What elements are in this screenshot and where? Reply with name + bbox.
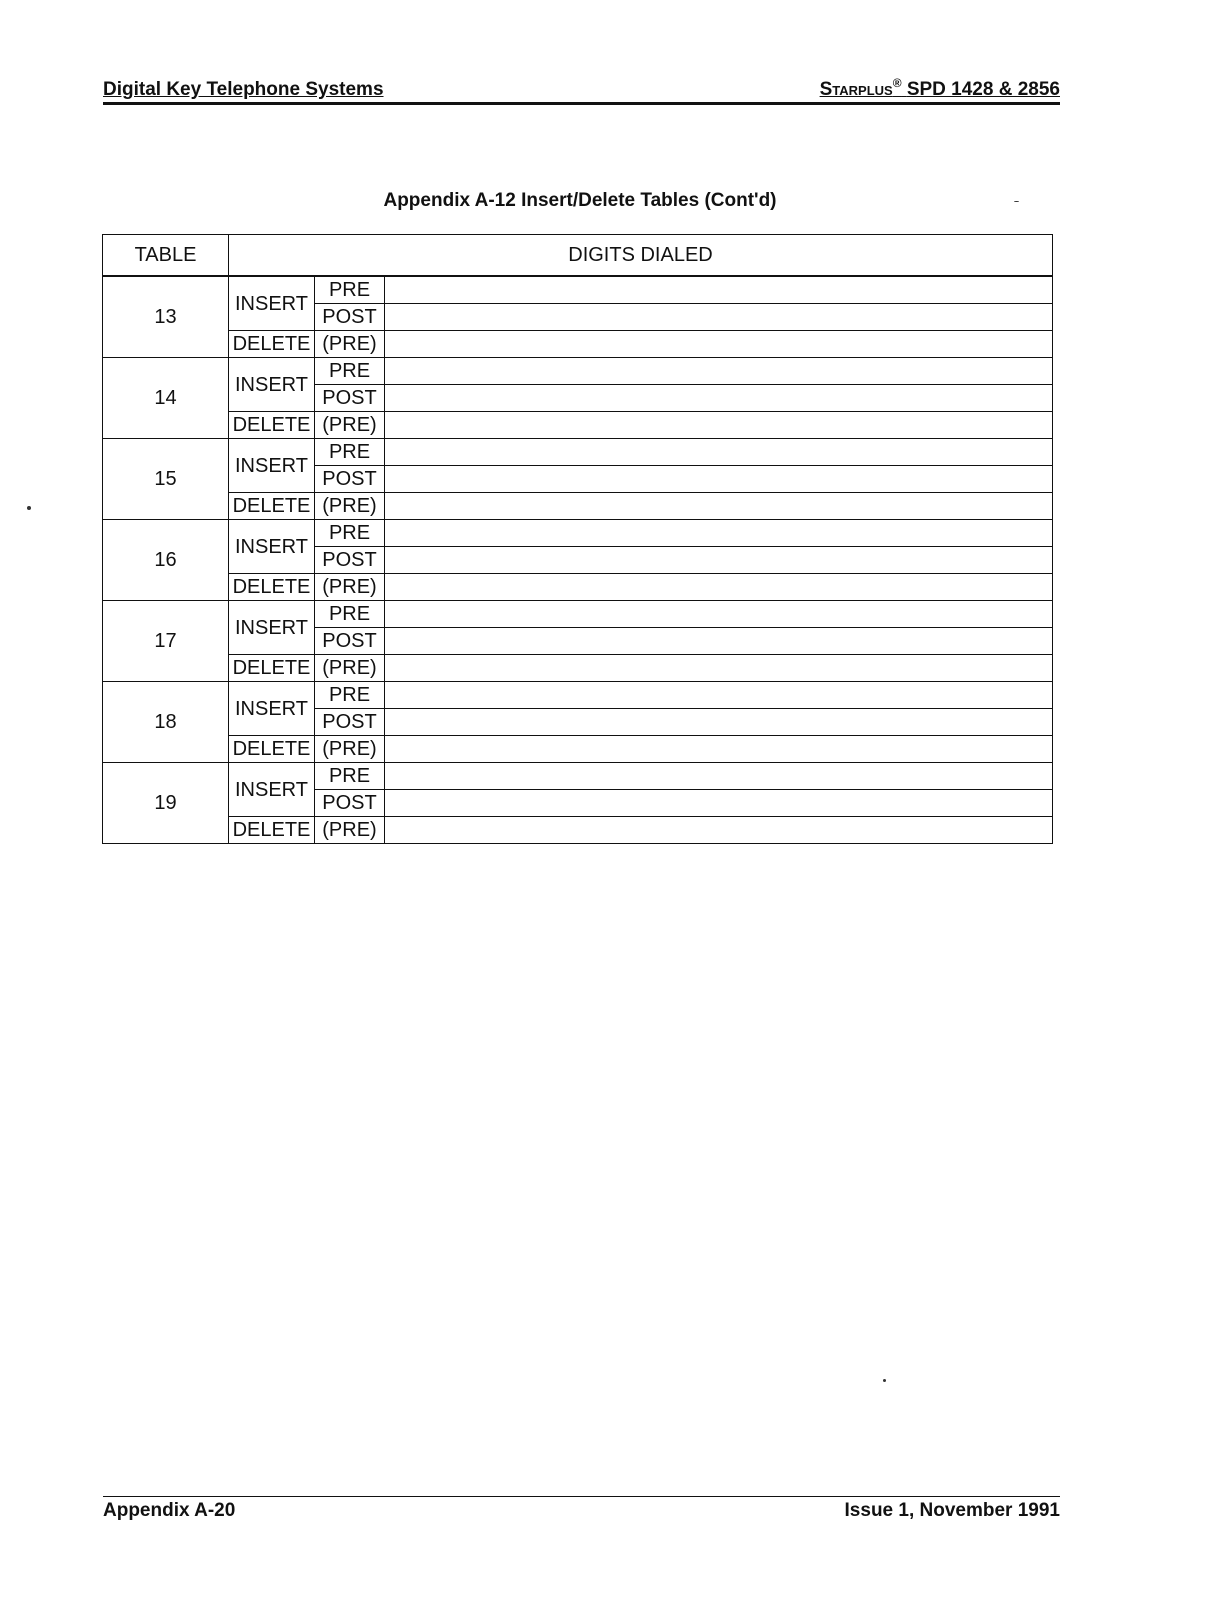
delete-label-cell: DELETE — [229, 331, 315, 358]
table-number-cell: 19 — [103, 763, 229, 844]
pre-label-cell: PRE — [315, 520, 385, 547]
scan-speck — [883, 1379, 886, 1382]
digits-entry-cell — [385, 493, 1053, 520]
digits-entry-cell — [385, 412, 1053, 439]
digits-entry-cell — [385, 628, 1053, 655]
delete-label-cell: DELETE — [229, 493, 315, 520]
post-label-cell: POST — [315, 385, 385, 412]
digits-entry-cell — [385, 276, 1053, 304]
post-label-cell: POST — [315, 304, 385, 331]
header-left-title: Digital Key Telephone Systems — [103, 79, 384, 100]
table-number-cell: 16 — [103, 520, 229, 601]
table-row — [103, 601, 1053, 628]
footer-left: Appendix A-20 — [103, 1500, 236, 1521]
footer-right: Issue 1, November 1991 — [844, 1500, 1060, 1521]
digits-entry-cell — [385, 439, 1053, 466]
digits-entry-cell — [385, 358, 1053, 385]
scan-speck — [27, 506, 31, 510]
column-header-digits-dialed: DIGITS DIALED — [229, 235, 1053, 277]
table-row — [103, 682, 1053, 709]
table-row — [103, 817, 1053, 844]
delete-pre-label-cell: (PRE) — [315, 574, 385, 601]
digits-entry-cell — [385, 817, 1053, 844]
pre-label-cell: PRE — [315, 763, 385, 790]
table-row — [103, 574, 1053, 601]
table-number-cell: 18 — [103, 682, 229, 763]
table-row — [103, 331, 1053, 358]
table-row — [103, 655, 1053, 682]
insert-label-cell: INSERT — [229, 358, 315, 412]
digits-entry-cell — [385, 385, 1053, 412]
table-row — [103, 520, 1053, 547]
pre-label-cell: PRE — [315, 358, 385, 385]
digits-entry-cell — [385, 520, 1053, 547]
digits-entry-cell — [385, 709, 1053, 736]
insert-label-cell: INSERT — [229, 276, 315, 331]
registered-mark: ® — [892, 76, 902, 90]
header-model: SPD 1428 & 2856 — [906, 79, 1060, 100]
digits-entry-cell — [385, 574, 1053, 601]
insert-label-cell: INSERT — [229, 520, 315, 574]
delete-pre-label-cell: (PRE) — [315, 736, 385, 763]
table-row — [103, 493, 1053, 520]
table-row — [103, 736, 1053, 763]
table-number-cell: 15 — [103, 439, 229, 520]
post-label-cell: POST — [315, 547, 385, 574]
header-brand: Starplus — [819, 79, 893, 100]
delete-pre-label-cell: (PRE) — [315, 331, 385, 358]
page-footer — [103, 1496, 1060, 1521]
post-label-cell: POST — [315, 466, 385, 493]
column-header-table: TABLE — [103, 235, 229, 277]
delete-label-cell: DELETE — [229, 655, 315, 682]
insert-delete-table — [102, 234, 1053, 844]
pre-label-cell: PRE — [315, 439, 385, 466]
table-row — [103, 439, 1053, 466]
delete-label-cell: DELETE — [229, 574, 315, 601]
table-row — [103, 412, 1053, 439]
digits-entry-cell — [385, 682, 1053, 709]
digits-entry-cell — [385, 466, 1053, 493]
delete-pre-label-cell: (PRE) — [315, 817, 385, 844]
insert-label-cell: INSERT — [229, 601, 315, 655]
post-label-cell: POST — [315, 628, 385, 655]
digits-entry-cell — [385, 790, 1053, 817]
table-number-cell: 13 — [103, 276, 229, 358]
page-title: Appendix A-12 Insert/Delete Tables (Cont'd) — [383, 190, 777, 211]
scan-speck — [1014, 201, 1019, 202]
pre-label-cell: PRE — [315, 601, 385, 628]
pre-label-cell: PRE — [315, 682, 385, 709]
digits-entry-cell — [385, 655, 1053, 682]
post-label-cell: POST — [315, 790, 385, 817]
delete-label-cell: DELETE — [229, 817, 315, 844]
pre-label-cell: PRE — [315, 276, 385, 304]
table-row — [103, 276, 1053, 304]
table-row — [103, 358, 1053, 385]
digits-entry-cell — [385, 736, 1053, 763]
digits-entry-cell — [385, 331, 1053, 358]
table-number-cell: 17 — [103, 601, 229, 682]
delete-pre-label-cell: (PRE) — [315, 493, 385, 520]
table-header-row — [103, 235, 1053, 277]
table-number-cell: 14 — [103, 358, 229, 439]
digits-entry-cell — [385, 304, 1053, 331]
insert-label-cell: INSERT — [229, 439, 315, 493]
delete-pre-label-cell: (PRE) — [315, 412, 385, 439]
header-right-title — [820, 76, 1060, 101]
delete-pre-label-cell: (PRE) — [315, 655, 385, 682]
delete-label-cell: DELETE — [229, 412, 315, 439]
insert-label-cell: INSERT — [229, 682, 315, 736]
post-label-cell: POST — [315, 709, 385, 736]
digits-entry-cell — [385, 601, 1053, 628]
page-header — [103, 76, 1060, 105]
digits-entry-cell — [385, 763, 1053, 790]
delete-label-cell: DELETE — [229, 736, 315, 763]
insert-label-cell: INSERT — [229, 763, 315, 817]
table-row — [103, 763, 1053, 790]
digits-entry-cell — [385, 547, 1053, 574]
